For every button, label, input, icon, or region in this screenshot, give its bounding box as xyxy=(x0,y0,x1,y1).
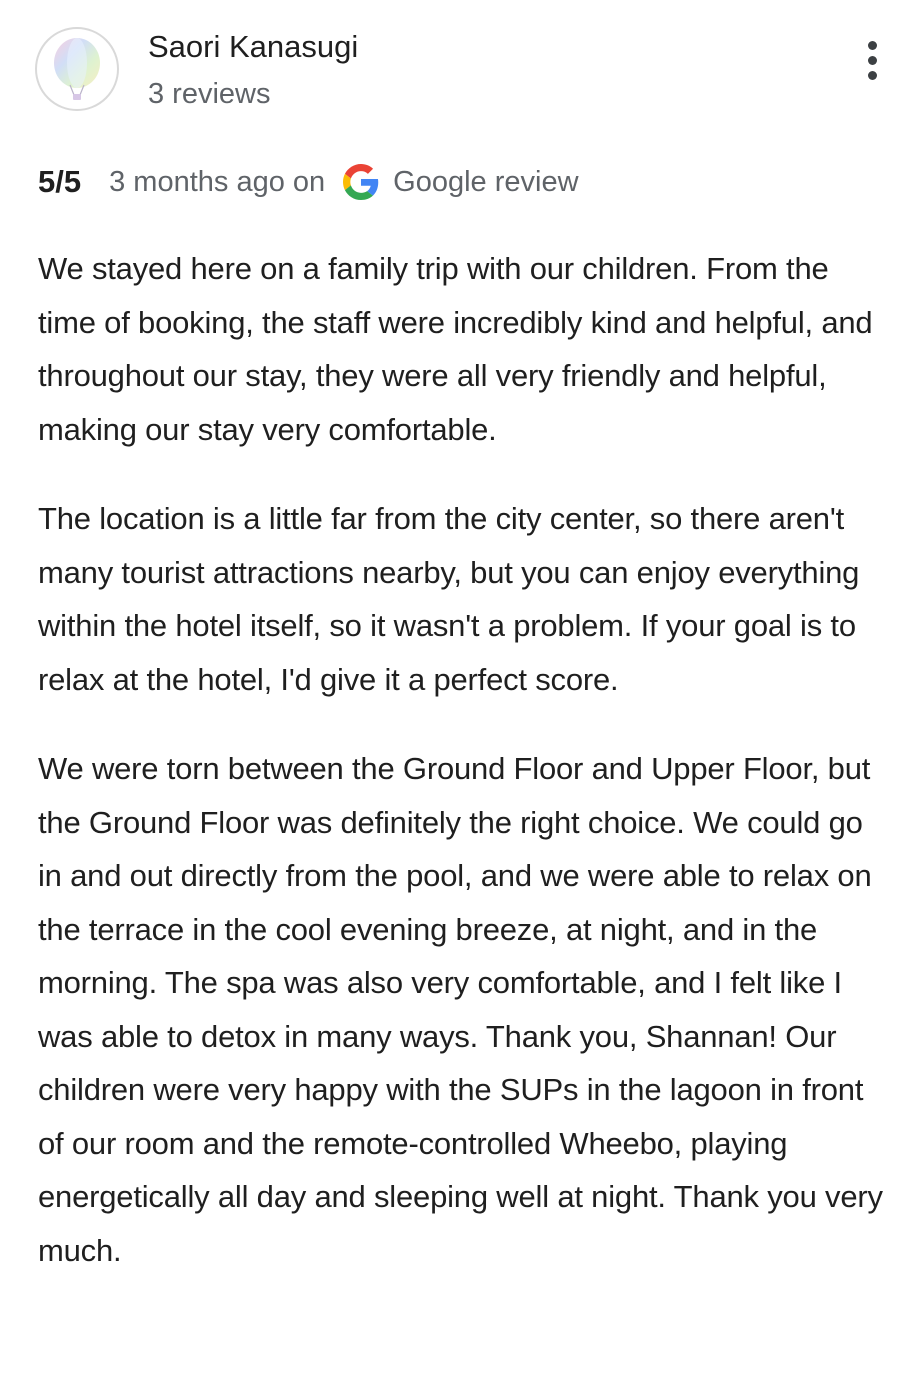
review-time: 3 months ago on xyxy=(109,165,326,198)
review-paragraph: The location is a little far from the city center, so there aren't many tourist attractions nearby, but you can enjoy everything within the hotel itself, so it wasn't a problem. If your goal is to relax at the hotel, I'd give it a perfect score. xyxy=(38,501,860,697)
review-rating: 5/5 xyxy=(38,164,82,199)
hot-air-balloon-avatar-icon xyxy=(37,29,117,109)
review-paragraph: We stayed here on a family trip with our children. From the time of booking, the staff were incredibly kind and helpful, and throughout our stay, they were all very friendly and helpful, making our stay very comfortable. xyxy=(38,251,873,447)
more-vert-icon-dot xyxy=(868,71,877,80)
review-meta xyxy=(38,160,579,204)
review-paragraph: We were torn between the Ground Floor and Upper Floor, but the Ground Floor was definitely the right choice. We could go in and out directly from the pool, and we were able to relax on the terrace in the cool evening breeze, at night, and in the morning. The spa was also very comfortable, and I felt like I was able to detox in many ways. Thank you, Shannan! Our children were very happy with the SUPs in the lagoon in front of our room and the remote-controlled Wheebo, playing energetically all day and sleeping well at night. Thank you very much. xyxy=(38,751,883,1268)
review-header xyxy=(0,0,921,130)
more-options-button[interactable] xyxy=(852,36,892,84)
reviewer-name[interactable]: Saori Kanasugi xyxy=(148,29,359,64)
reviewer-review-count[interactable]: 3 reviews xyxy=(148,78,271,110)
google-g-icon xyxy=(343,164,379,200)
review-source: Google review xyxy=(393,165,579,198)
more-vert-icon xyxy=(868,41,877,50)
reviewer-avatar[interactable] xyxy=(35,27,119,111)
more-vert-icon-dot xyxy=(868,56,877,65)
review-text xyxy=(38,242,888,1313)
